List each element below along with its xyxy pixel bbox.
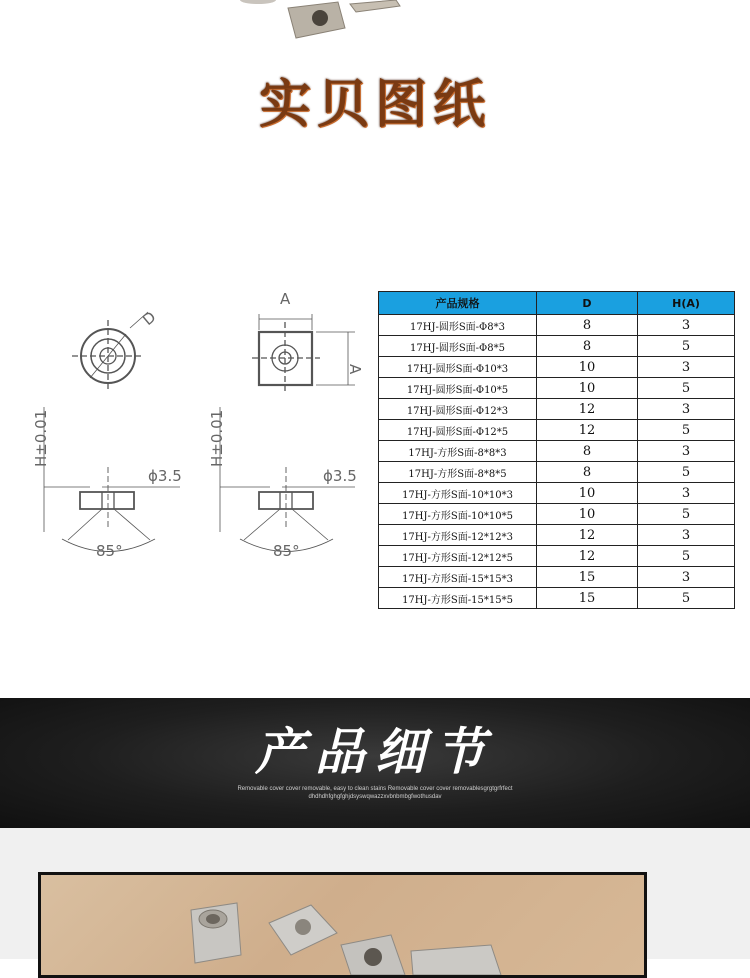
table-row [379, 588, 735, 609]
cell-spec: 17HJ-圆形S面-Φ12*5 [379, 420, 537, 441]
product-detail-photo [38, 872, 647, 978]
cell-d: 10 [537, 483, 638, 504]
table-row [379, 441, 735, 462]
dim-label-a-top: A [280, 290, 291, 308]
section-title-details: 产品细节 [255, 722, 495, 781]
cell-h: 5 [638, 336, 735, 357]
cell-h: 3 [638, 315, 735, 336]
table-row [379, 483, 735, 504]
table-row [379, 399, 735, 420]
cell-spec: 17HJ-圆形S面-Φ12*3 [379, 399, 537, 420]
cell-spec: 17HJ-方形S面-10*10*5 [379, 504, 537, 525]
cell-h: 5 [638, 504, 735, 525]
cell-d: 8 [537, 336, 638, 357]
cell-h: 3 [638, 483, 735, 504]
dim-label-d: D [139, 307, 160, 330]
cell-h: 5 [638, 462, 735, 483]
product-photo-image [41, 875, 644, 975]
cell-h: 5 [638, 378, 735, 399]
table-header-row [379, 292, 735, 315]
cell-spec: 17HJ-方形S面-10*10*3 [379, 483, 537, 504]
table-row [379, 546, 735, 567]
cell-spec: 17HJ-圆形S面-Φ10*3 [379, 357, 537, 378]
cell-spec: 17HJ-圆形S面-Φ8*3 [379, 315, 537, 336]
cell-d: 12 [537, 546, 638, 567]
section-title-drawings: 实贝图纸 [258, 74, 491, 135]
angle-label-1: 85° [96, 542, 123, 560]
cell-spec: 17HJ-方形S面-15*15*3 [379, 567, 537, 588]
cell-spec: 17HJ-圆形S面-Φ10*5 [379, 378, 537, 399]
top-product-photo [0, 0, 750, 60]
cell-h: 5 [638, 588, 735, 609]
round-nut-top-view [72, 312, 148, 392]
dim-label-a-side: A [346, 364, 364, 375]
height-label-1: H±0.01 [32, 409, 50, 467]
cell-h: 3 [638, 357, 735, 378]
cell-d: 10 [537, 378, 638, 399]
technical-drawings [30, 282, 370, 572]
section-subtitle-details: Removable cover cover removable, easy to clean stains Removable cover cover removablesgrgtgrfrfect [237, 786, 513, 792]
cell-h: 3 [638, 441, 735, 462]
square-nut-top-view [252, 314, 355, 394]
angle-label-2: 85° [273, 542, 300, 560]
table-row [379, 567, 735, 588]
cell-d: 12 [537, 399, 638, 420]
section-heading-drawings [0, 70, 750, 144]
column-header-d: D [537, 292, 638, 315]
cell-h: 3 [638, 567, 735, 588]
cell-d: 12 [537, 420, 638, 441]
cell-d: 15 [537, 588, 638, 609]
table-row [379, 420, 735, 441]
table-row [379, 378, 735, 399]
table-row [379, 357, 735, 378]
dia-label-1: ϕ3.5 [148, 467, 182, 485]
table-row [379, 315, 735, 336]
cell-d: 10 [537, 357, 638, 378]
cell-h: 3 [638, 525, 735, 546]
product-details-banner [0, 698, 750, 828]
cell-spec: 17HJ-圆形S面-Φ8*5 [379, 336, 537, 357]
cell-d: 15 [537, 567, 638, 588]
cell-d: 8 [537, 462, 638, 483]
section-subtitle-details-2: dhdhdhfghgfghjdsyswqwazzxvbnbmbgfwothusdav [308, 794, 442, 800]
cell-h: 5 [638, 420, 735, 441]
table-row [379, 525, 735, 546]
cell-d: 8 [537, 315, 638, 336]
cell-spec: 17HJ-方形S面-12*12*3 [379, 525, 537, 546]
cell-h: 3 [638, 399, 735, 420]
cell-spec: 17HJ-方形S面-15*15*5 [379, 588, 537, 609]
column-header-spec: 产品规格 [379, 292, 537, 315]
height-label-2: H±0.01 [208, 409, 226, 467]
table-row [379, 462, 735, 483]
spec-table [378, 291, 735, 609]
table-row [379, 336, 735, 357]
cell-h: 5 [638, 546, 735, 567]
cell-spec: 17HJ-方形S面-8*8*3 [379, 441, 537, 462]
cell-spec: 17HJ-方形S面-8*8*5 [379, 462, 537, 483]
cell-d: 10 [537, 504, 638, 525]
column-header-h: H(A) [638, 292, 735, 315]
cell-spec: 17HJ-方形S面-12*12*5 [379, 546, 537, 567]
cell-d: 12 [537, 525, 638, 546]
table-row [379, 504, 735, 525]
cell-d: 8 [537, 441, 638, 462]
dia-label-2: ϕ3.5 [323, 467, 357, 485]
